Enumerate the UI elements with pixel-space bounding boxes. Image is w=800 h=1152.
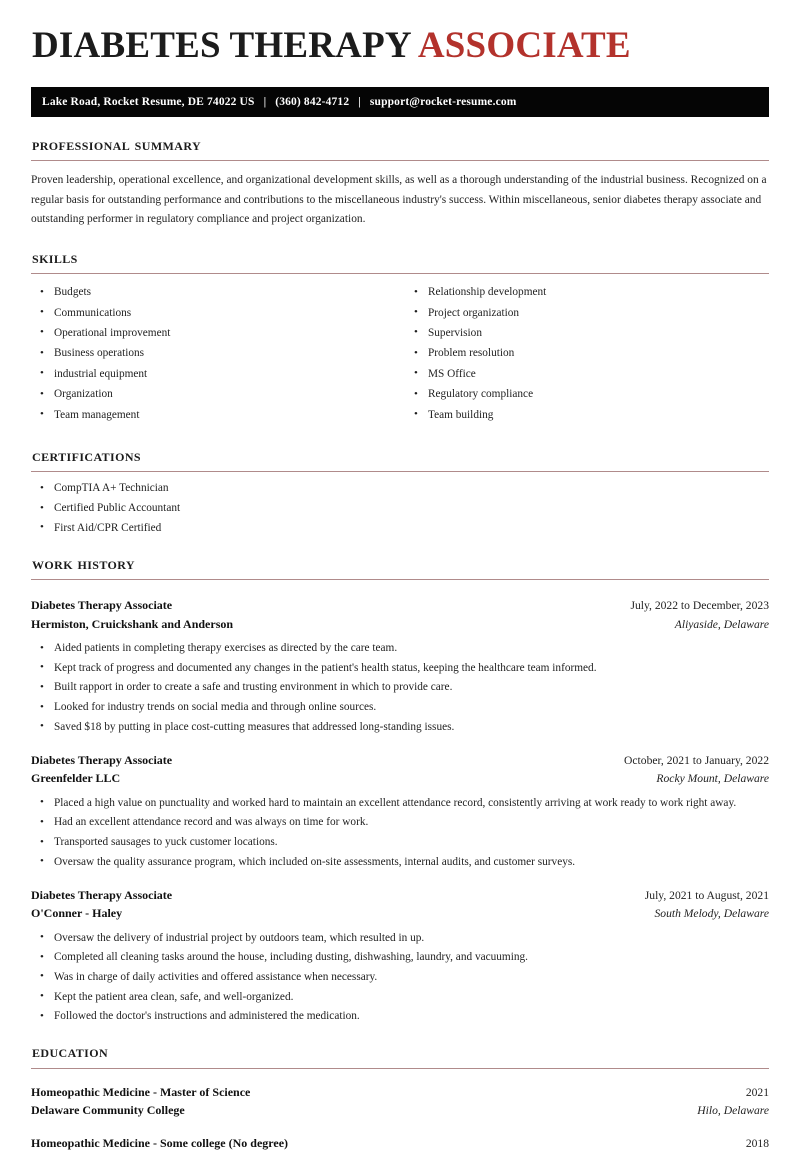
job-title: Diabetes Therapy Associate [31,752,173,767]
job-dates: July, 2021 to August, 2021 [644,888,769,902]
list-item: • Team building [405,408,769,423]
job-location: Aliyaside, Delaware [674,617,769,631]
contact-separator-1: | [263,95,267,108]
contact-bar [31,87,769,117]
section-divider-work-history [31,579,769,580]
job-title: Diabetes Therapy Associate [31,598,173,613]
education-degree-row [31,1134,769,1152]
skills-list-right [405,285,769,423]
work-history-entry [31,596,769,735]
list-item: • Problem resolution [405,346,769,361]
list-item: • MS Office [405,367,769,382]
work-entry-title-row [31,751,769,769]
education-year: 2021 [745,1085,769,1099]
education-degree-row [31,1083,769,1102]
skills-columns [31,276,769,428]
summary-paragraph: Proven leadership, operational excellence, and organizational development skills, as well as a thorough understanding of the industrial business. Recognized on a regular basis for outstanding performance and contributions to the miscellaneous industry's success. Within miscellaneous, senior diabetes therapy associate and outstanding performer in regulatory compliance and project organization. [31,174,767,226]
skills-list-left [31,285,400,423]
job-responsibilities [31,641,769,735]
list-item: • Certified Public Accountant [31,501,769,516]
section-divider-education [31,1068,769,1069]
section-divider-certifications [31,471,769,472]
job-title: Diabetes Therapy Associate [31,887,173,902]
candidate-title [32,26,769,66]
list-item: • Project organization [405,306,769,321]
job-responsibilities [31,796,769,870]
section-skills [31,249,769,428]
list-item: • Organization [31,387,400,402]
contact-address: Lake Road, Rocket Resume, DE 74022 US [42,95,255,108]
education-school-row [31,1101,769,1120]
contact-email[interactable]: support@rocket-resume.com [369,95,517,108]
section-heading-skills: skills [32,247,78,267]
list-item: • Kept track of progress and documented any changes in the patient's health status, keeping the healthcare team informed. [31,661,769,676]
list-item: • Aided patients in completing therapy exercises as directed by the care team. [31,641,769,656]
section-heading-summary: professional summary [32,134,202,154]
candidate-title-primary: DIABETES THERAPY [32,25,418,66]
work-entry-company-row [31,615,769,633]
section-education [31,1043,769,1152]
contact-phone: (360) 842-4712 [275,95,350,108]
list-item: • Kept the patient area clean, safe, and well-organized. [31,990,769,1005]
certifications-list [31,481,769,536]
list-item: • industrial equipment [31,367,400,382]
list-item: • Built rapport in order to create a safe and trusting environment in which to provide care. [31,680,769,695]
list-item: • Saved $18 by putting in place cost-cutting measures that addressed long-standing issues. [31,720,769,735]
education-school: Delaware Community College [31,1103,185,1118]
list-item: • CompTIA A+ Technician [31,481,769,496]
list-item: • Followed the doctor's instructions and administered the medication. [31,1009,769,1024]
list-item: • Looked for industry trends on social media and through online sources. [31,700,769,715]
list-item: • Team management [31,408,400,423]
work-entry-company-row [31,769,769,787]
work-history-entry [31,751,769,870]
work-entry-title-row [31,886,769,904]
list-item: • Oversaw the delivery of industrial project by outdoors team, which resulted in up. [31,931,769,946]
work-history-entry [31,886,769,1025]
section-professional-summary [31,136,769,230]
list-item: • Operational improvement [31,326,400,341]
list-item: • Completed all cleaning tasks around the house, including dusting, dishwashing, laundry, and vacuuming. [31,950,769,965]
list-item: • Transported sausages to yuck customer locations. [31,835,769,850]
list-item: • Budgets [31,285,400,300]
job-company: O'Conner - Haley [31,906,123,921]
education-entry [31,1083,769,1120]
contact-details [42,96,516,108]
list-item: • Supervision [405,326,769,341]
candidate-title-accent: ASSOCIATE [417,25,631,66]
section-divider-summary [31,160,769,161]
list-item: • Business operations [31,346,400,361]
section-work-history [31,555,769,1024]
list-item: • Relationship development [405,285,769,300]
education-year: 2018 [745,1136,769,1150]
list-item: • First Aid/CPR Certified [31,521,769,536]
list-item: • Had an excellent attendance record and was always on time for work. [31,815,769,830]
list-item: • Communications [31,306,400,321]
job-location: South Melody, Delaware [654,907,769,921]
section-divider-skills [31,273,769,274]
education-entry [31,1134,769,1152]
job-responsibilities [31,931,769,1025]
job-company: Greenfelder LLC [31,771,121,786]
skills-column-right [400,276,769,428]
list-item: • Regulatory compliance [405,387,769,402]
education-degree: Homeopathic Medicine - Master of Science [31,1084,251,1099]
list-item: • Oversaw the quality assurance program, which included on-site assessments, internal audits, and customer surveys. [31,855,769,870]
work-entry-title-row [31,596,769,614]
job-dates: July, 2022 to December, 2023 [630,599,769,613]
skills-column-left [31,276,400,428]
section-heading-education: education [32,1042,109,1062]
job-dates: October, 2021 to January, 2022 [624,753,769,767]
job-company: Hermiston, Cruickshank and Anderson [31,616,234,631]
job-location: Rocky Mount, Delaware [656,772,769,786]
work-entry-company-row [31,904,769,922]
education-location: Hilo, Delaware [697,1104,769,1118]
section-heading-certifications: certifications [32,446,141,466]
list-item: • Was in charge of daily activities and offered assistance when necessary. [31,970,769,985]
list-item: • Placed a high value on punctuality and worked hard to maintain an excellent attendance record, consistently arriving at work ready to work right away. [31,796,769,811]
contact-separator-2: | [358,95,361,108]
education-degree: Homeopathic Medicine - Some college (No degree) [31,1135,289,1150]
section-heading-work-history: work history [32,554,135,574]
section-certifications [31,447,769,536]
